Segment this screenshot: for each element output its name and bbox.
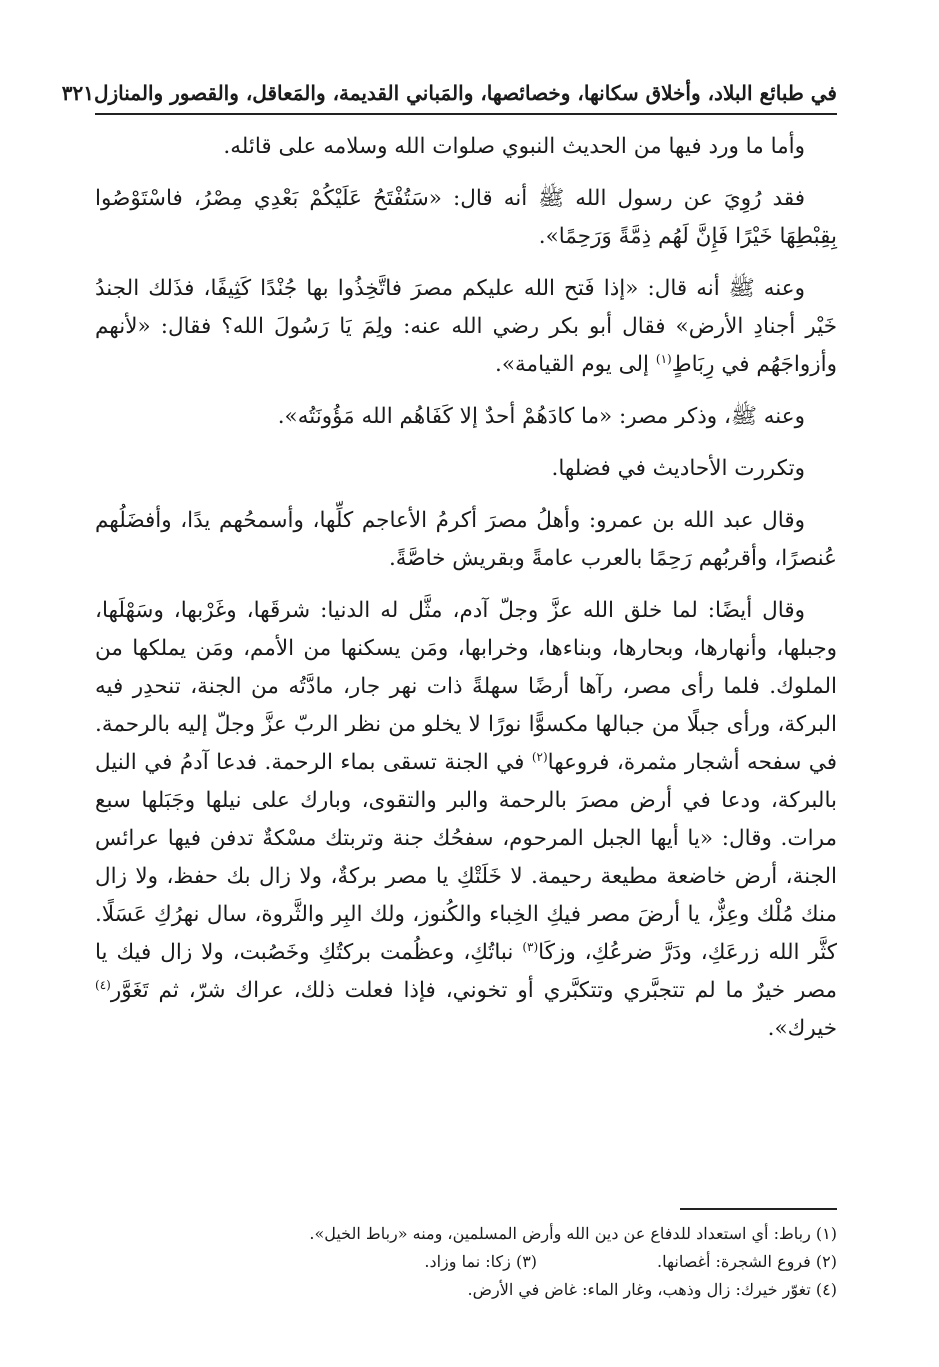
paragraph: وتكررت الأحاديث في فضلها. bbox=[551, 456, 805, 481]
footnote: (٢) فروع الشجرة: أغصانها. bbox=[657, 1252, 837, 1271]
paragraph: وأما ما ورد فيها من الحديث النبوي صلوات الله وسلامه على قائله. bbox=[223, 134, 805, 159]
paragraph: فقد رُوِيَ عن رسول الله ﷺ أنه قال: «سَتُفْتَحُ عَلَيْكُمْ بَعْدِي مِصْرُ، فاسْتَوْصُوا بِقِبْطِهَا خَيْرًا فَإِنَّ لَهُم ذِمَّةً وَرَحِمًا». bbox=[95, 186, 837, 249]
paragraph-text: وقال أيضًا: لما خلق الله عزَّ وجلّ آدم، مثَّل له الدنيا: شرقَها، وغَرْبها، وسَهْلَها، وجبلها، وأنهارها، وبحارها، وبناءها، وخرابها، ومَن يسكنها من الأمم، ومَن يملكها من الملوك. فلما رأى مصر، رآها أرضًا سهلةً ذات نهر جار، مادَّتُه من الجنة، تنحدِر فيه البركة، ورأى جبلًا من جبالها مكسوًّا نورًا لا يخلو من نظر الربّ عزَّ وجلّ إليه بالرحمة. في سفحه أشجار مثمرة، فروعها bbox=[95, 598, 837, 775]
header-divider bbox=[95, 113, 837, 115]
page-number: ٣٢١ bbox=[61, 81, 94, 105]
footnote-row bbox=[95, 1248, 837, 1276]
paragraph-text: وعنه ﷺ أنه قال: «إذا فَتح الله عليكم مصرَ فاتَّخِذُوا بها جُنْدًا كَثِيفًا، فذَلك الجندُ خَيْر أجنادِ الأرض» فقال أبو بكر رضي الله عنه: ولِمَ يَا رَسُولَ الله؟ فقال: «لأنهم وأزواجَهُم في رِبَاطٍ bbox=[95, 276, 837, 377]
paragraph-text: إلى يوم القيامة». bbox=[495, 352, 650, 377]
footnote-marker: (٢) bbox=[531, 749, 548, 764]
paragraph-text: خيرك». bbox=[767, 1016, 837, 1041]
paragraph-text: في الجنة تسقى بماء الرحمة. فدعا آدمُ في النيل بالبركة، ودعا في أرض مصرَ بالرحمة والبر والتقوى، وبارك على نيلها وجَبَلها سبع مرات. وقال: «يا أيها الجبل المرحوم، سفحُك جنة وتربتك مسْكةٌ تدفن فيها عرائس الجنة، أرض خاضعة مطيعة رحيمة. لا خَلَتْكِ يا مصر بركةٌ، ولا زال بك حفظ، ولا زال منك مُلْك وعِزٌّ، يا أرضَ مصر فيكِ الخِباء والكُنوز، ولك البِر والثَّروة، سال نهرُكِ عَسَلًا. كثَّر الله زرعَكِ، ودَرَّ ضرعُكِ، وزكَا bbox=[95, 750, 837, 965]
footnote-divider bbox=[680, 1208, 837, 1210]
header-title: في طبائع البلاد، وأخلاق سكانها، وخصائصها، والمَباني القديمة، والمَعاقل، والقصور والمنازل bbox=[93, 81, 837, 105]
footnote-marker: (١) bbox=[655, 351, 672, 366]
paragraph bbox=[95, 592, 837, 1048]
paragraph bbox=[95, 270, 837, 384]
paragraph: وعنه ﷺ، وذكر مصر: «ما كادَهُمْ أحدٌ إلا كَفَاهُم الله مَؤُونَتُه». bbox=[277, 404, 805, 429]
main-text bbox=[95, 128, 837, 1062]
footnote: (٣) زكا: نما وزاد. bbox=[424, 1252, 538, 1271]
footnote-marker: (٤) bbox=[95, 977, 111, 992]
running-header bbox=[61, 76, 837, 110]
footnote: (٤) تغوّر خيرك: زال وذهب، وغار الماء: غاض في الأرض. bbox=[467, 1280, 837, 1299]
paragraph-text: نباتُكِ، وعظُمت بركتُكِ وخَصُبت، ولا زال فيك يا مصر خيرٌ ما لم تتجبَّري وتتكبَّري أو تخوني، فإذا فعلت ذلك، عراك شرّ، ثم تَغَوَّر bbox=[95, 940, 837, 1003]
footnote-marker: (٣) bbox=[522, 939, 539, 954]
footnote: (١) رباط: أي استعداد للدفاع عن دين الله وأرض المسلمين، ومنه «رباط الخيل». bbox=[309, 1224, 837, 1243]
footnotes bbox=[95, 1220, 837, 1304]
paragraph: وقال عبد الله بن عمرو: وأهلُ مصرَ أكرمُ الأعاجم كلِّها، وأسمحُهم يدًا، وأفضَلُهم عُنصرًا، وأقربُهم رَحِمًا بالعرب عامةً وبقريش خاصَّةً. bbox=[95, 508, 837, 571]
